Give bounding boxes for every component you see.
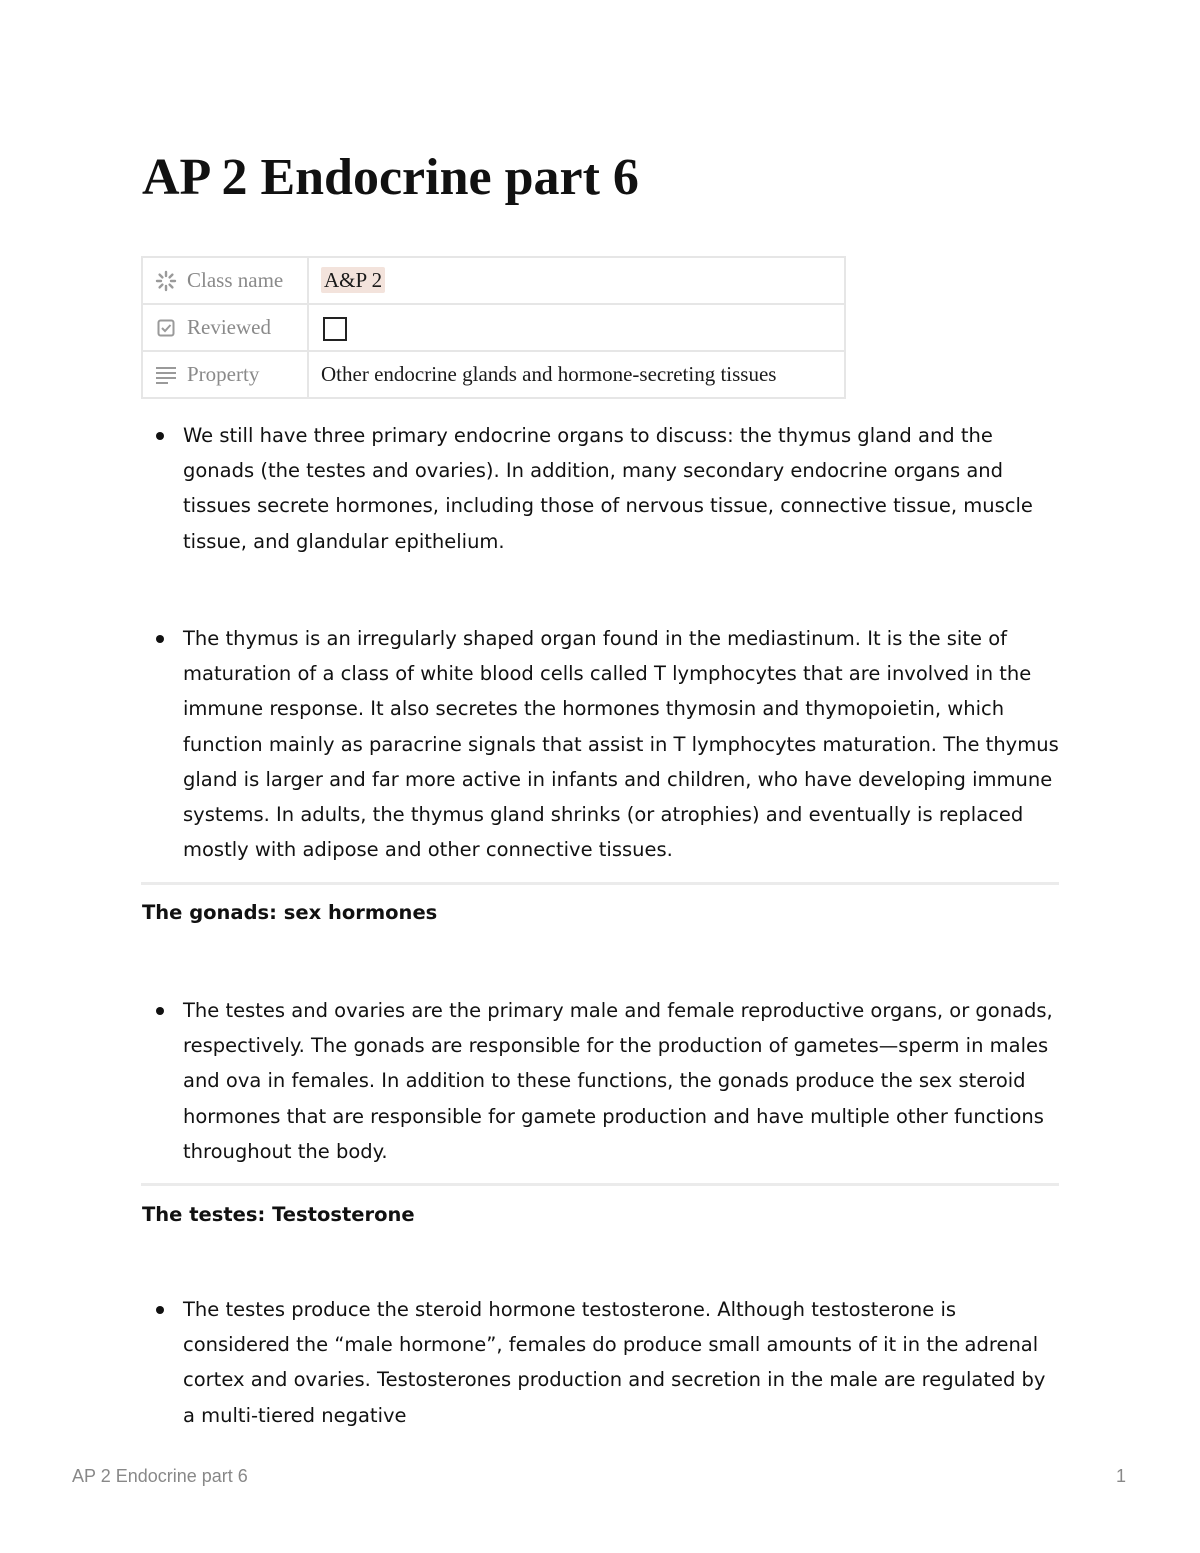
property-value-property: Other endocrine glands and hormone-secreting tissues — [308, 351, 845, 398]
list-item: We still have three primary endocrine organs to discuss: the thymus gland and the gonads (the testes and ovaries). In addition, many secondary endocrine organs and tissues secrete hormones, including those of nervous tissue, connective tissue, muscle tissue, and glandular epithelium. — [183, 418, 1063, 559]
property-key-class-name: Class name — [187, 268, 284, 292]
properties-table — [141, 256, 846, 399]
section-heading: The testes: Testosterone — [142, 1203, 415, 1226]
bullet-dot — [156, 1306, 164, 1314]
list-item: The thymus is an irregularly shaped organ found in the mediastinum. It is the site of maturation of a class of white blood cells called T lymphocytes that are involved in the immune response. It also secretes the hormones thymosin and thymopoietin, which function mainly as paracrine signals that assist in T lymphocytes maturation. The thymus gland is larger and far more active in infants and children, who have developing immune systems. In adults, the thymus gland shrinks (or atrophies) and eventually is replaced mostly with adipose and other connective tissues. — [183, 621, 1063, 867]
property-row-reviewed — [142, 304, 845, 351]
checkbox-icon — [155, 317, 177, 339]
bullet-dot — [156, 1007, 164, 1015]
property-row-class-name — [142, 257, 845, 304]
divider — [141, 1183, 1059, 1186]
property-key-property: Property — [187, 362, 260, 386]
page-number: 1 — [1116, 1466, 1127, 1486]
page-title: AP 2 Endocrine part 6 — [142, 149, 639, 206]
bullet-dot — [156, 635, 164, 643]
property-key-reviewed: Reviewed — [187, 315, 271, 339]
section-heading: The gonads: sex hormones — [142, 901, 438, 924]
footer-title: AP 2 Endocrine part 6 — [72, 1466, 248, 1486]
loading-spinner-icon — [155, 270, 177, 292]
property-row-property — [142, 351, 845, 398]
list-item: The testes and ovaries are the primary male and female reproductive organs, or gonads, respectively. The gonads are responsible for the production of gametes—sperm in males and ova in females. In addition to these functions, the gonads produce the sex steroid hormones that are responsible for gamete production and have multiple other functions throughout the body. — [183, 993, 1063, 1169]
bullet-dot — [156, 432, 164, 440]
reviewed-checkbox[interactable] — [323, 317, 347, 341]
divider — [141, 882, 1059, 885]
list-item: The testes produce the steroid hormone testosterone. Although testosterone is considered the “male hormone”, females do produce small amounts of it in the adrenal cortex and ovaries. Testosterones production and secretion in the male are regulated by a multi-tiered negative — [183, 1292, 1063, 1433]
class-name-tag[interactable]: A&P 2 — [321, 267, 385, 293]
text-lines-icon — [155, 364, 177, 386]
